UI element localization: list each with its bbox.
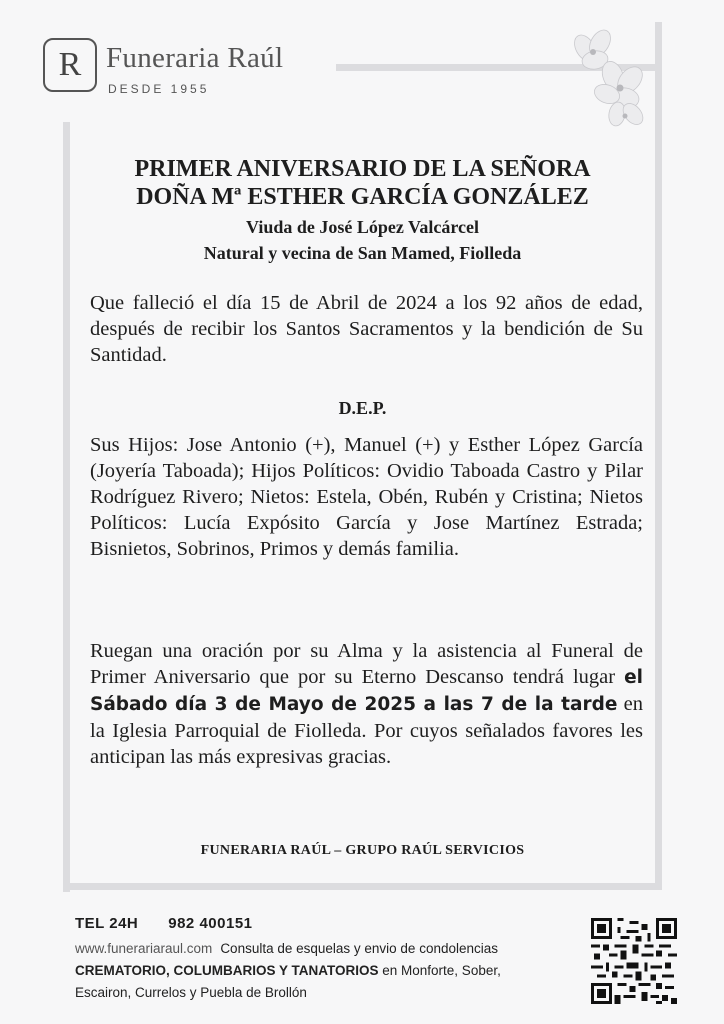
notice-subtitle-line2: Natural y vecina de San Mamed, Fiolleda	[203, 243, 522, 263]
dep-label: D.E.P.	[338, 398, 387, 418]
telephone-number: 982 400151	[168, 915, 253, 932]
brand-name: Funeraria Raúl	[106, 42, 284, 74]
frame-left-bar	[63, 122, 70, 892]
brand-since: DESDE 1955	[108, 82, 210, 96]
contact-text-services: CREMATORIO, COLUMBARIOS Y TANATORIOS	[75, 963, 379, 978]
website-link[interactable]: www.funerariaraul.com	[75, 941, 213, 956]
request-text-part1: Ruegan una oración por su Alma y la asistencia al Funeral de Primer Aniversario que por su Eterno Descanso tendrá lugar	[90, 640, 643, 688]
contact-text-part1: Consulta de esquelas y envio de condolencias	[220, 941, 498, 956]
request-paragraph	[90, 638, 643, 770]
telephone-line	[75, 915, 253, 932]
request-paragraph-text	[90, 638, 643, 770]
qr-code-icon[interactable]	[591, 918, 677, 1004]
footer-organization: FUNERARIA RAÚL – GRUPO RAÚL SERVICIOS	[200, 843, 525, 858]
frame-right-bar	[655, 22, 662, 890]
notice-title-line2: DOÑA Mª ESTHER GARCÍA GONZÁLEZ	[136, 184, 589, 210]
white-flower-decoration-icon	[555, 28, 655, 128]
notice-subtitle-line1: Viuda de José López Valcárcel	[246, 217, 479, 237]
death-paragraph-text: Que falleció el día 15 de Abril de 2024 a los 92 años de edad, después de recibir los Santos Sacramentos y la bendición de Su Santidad.	[90, 292, 643, 366]
contact-info	[75, 938, 555, 1004]
funeraria-raul-logo-icon: R	[43, 38, 97, 92]
frame-bottom-bar	[63, 883, 662, 890]
family-paragraph	[90, 432, 643, 562]
contact-text-part2: en Monforte, Sober, Escairon, Currelos y Puebla de Brollón	[75, 963, 501, 1000]
family-paragraph-text: Sus Hijos: Jose Antonio (+), Manuel (+) y Esther López García (Joyería Taboada); Hijos Políticos: Ovidio Taboada Castro y Pilar Rodríguez Rivero; Nietos: Estela, Obén, Rubén y Cristina; Nietos Políticos: Lucía Expósito García y Jose Martínez Estrada; Bisnietos, Sobrinos, Primos y demás familia.	[90, 434, 643, 560]
death-paragraph	[90, 290, 643, 368]
telephone-label: TEL 24H	[75, 915, 139, 932]
request-text-date: el Sábado día 3 de Mayo de 2025 a las 7 de la tarde	[90, 667, 643, 715]
notice-title-line1: PRIMER ANIVERSARIO DE LA SEÑORA	[134, 156, 591, 182]
request-text-part2: en la Iglesia Parroquial de Fiolleda. Por cuyos señalados favores les anticipan las más expresivas gracias.	[90, 693, 643, 768]
